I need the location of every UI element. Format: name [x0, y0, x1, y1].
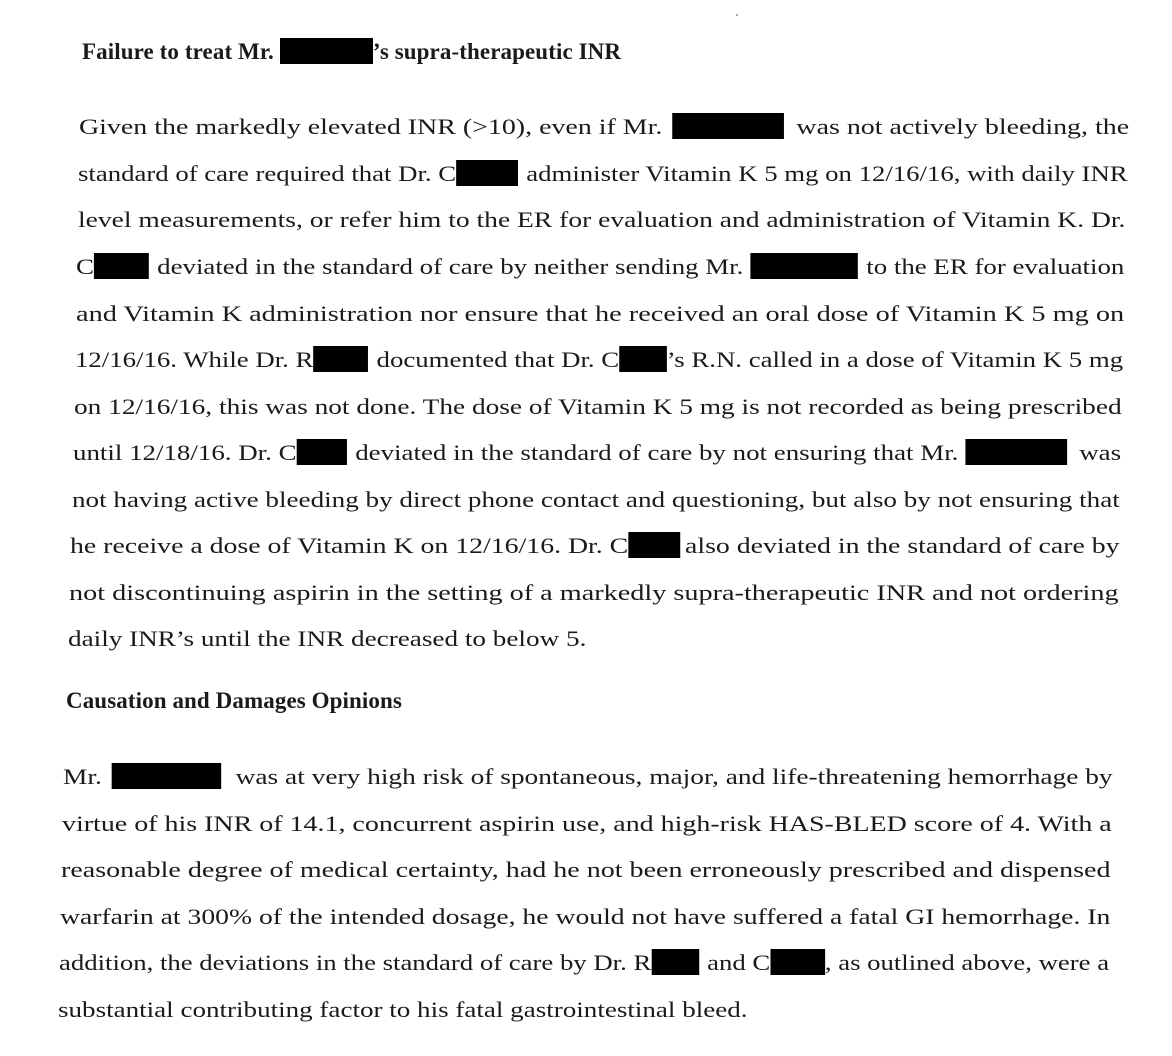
paragraph-line: [58, 995, 748, 1025]
line-text: deviated in the standard of care by neither sending Mr.: [157, 254, 744, 279]
paragraph-line: [75, 345, 1123, 375]
paragraph-line: [72, 485, 1120, 515]
heading-text-prefix: Failure to treat Mr.: [82, 39, 274, 64]
redaction-bar: [966, 439, 1068, 465]
paragraph-line: [76, 252, 1124, 282]
paragraph-line: [76, 299, 1124, 329]
line-text: level measurements, or refer him to the ER for evaluation and administration of Vitamin K. Dr.: [78, 207, 1126, 232]
line-text: until 12/18/16. Dr. C: [73, 440, 297, 465]
line-text: was not actively bleeding, the: [796, 114, 1130, 139]
line-text: was: [1079, 440, 1122, 465]
paragraph-line: [70, 531, 1120, 561]
paragraph-line: [60, 902, 1110, 932]
line-text: administer Vitamin K 5 mg on 12/16/16, with daily INR: [526, 161, 1128, 186]
line-text: Given the markedly elevated INR (>10), even if Mr.: [79, 114, 663, 139]
paragraph-line: [59, 948, 1109, 978]
section-heading-failure-to-treat: [82, 38, 621, 65]
line-text: documented that Dr. C: [376, 347, 620, 372]
redaction-bar: [456, 160, 518, 186]
line-text: deviated in the standard of care by not ensuring that Mr.: [355, 440, 959, 465]
line-text: Mr.: [63, 764, 102, 789]
paragraph-line: [79, 112, 1129, 142]
redaction-bar: [628, 532, 680, 558]
paragraph-line: [78, 159, 1128, 189]
line-text: to the ER for evaluation: [866, 254, 1125, 279]
redaction-bar: [112, 763, 222, 789]
paragraph-line: [63, 762, 1113, 792]
redaction-bar: [651, 949, 699, 975]
heading-text-suffix: ’s supra-therapeutic INR: [372, 39, 622, 64]
line-text: standard of care required that Dr. C: [78, 161, 457, 186]
line-text: , as outlined above, were a: [824, 950, 1110, 975]
paragraph-line: [69, 578, 1119, 608]
scan-speck: [736, 14, 738, 16]
line-text: addition, the deviations in the standard of care by Dr. R: [59, 950, 652, 975]
paragraph-line: [68, 624, 586, 654]
line-text: and Vitamin K administration nor ensure that he received an oral dose of Vitamin K 5 mg on: [76, 301, 1125, 326]
section-heading-causation: Causation and Damages Opinions: [66, 688, 402, 713]
paragraph-line: [61, 855, 1111, 885]
paragraph-line: [73, 438, 1121, 468]
line-text: daily INR’s until the INR decreased to below 5.: [68, 626, 587, 651]
redaction-bar: [751, 253, 858, 279]
paragraph-line: [78, 205, 1125, 235]
redaction-bar: [280, 38, 373, 64]
line-text: on 12/16/16, this was not done. The dose of Vitamin K 5 mg is not recorded as being prescribed: [74, 394, 1122, 419]
redaction-bar: [619, 346, 667, 372]
redaction-bar: [297, 439, 347, 465]
redaction-bar: [94, 253, 149, 279]
paragraph-line: [74, 392, 1122, 422]
line-text: warfarin at 300% of the intended dosage, he would not have suffered a fatal GI hemorrhage. In: [60, 904, 1111, 929]
redaction-bar: [313, 346, 368, 372]
line-text: not having active bleeding by direct phone contact and questioning, but also by not ensuring that: [72, 487, 1120, 512]
redaction-bar: [672, 113, 784, 139]
paragraph-line: [62, 809, 1112, 839]
line-text: and C: [707, 950, 771, 975]
line-text: C: [76, 254, 94, 279]
line-text: was at very high risk of spontaneous, major, and life-threatening hemorrhage by: [235, 764, 1113, 789]
line-text: virtue of his INR of 14.1, concurrent aspirin use, and high-risk HAS-BLED score of 4. With a: [62, 811, 1112, 836]
line-text: reasonable degree of medical certainty, had he not been erroneously prescribed and dispensed: [61, 857, 1111, 882]
line-text: he receive a dose of Vitamin K on 12/16/16. Dr. C: [70, 533, 629, 558]
line-text: also deviated in the standard of care by: [685, 533, 1120, 558]
line-text: ’s R.N. called in a dose of Vitamin K 5 mg: [666, 347, 1124, 372]
line-text: substantial contributing factor to his fatal gastrointestinal bleed.: [58, 997, 748, 1022]
line-text: 12/16/16. While Dr. R: [75, 347, 314, 372]
line-text: not discontinuing aspirin in the setting of a markedly supra-therapeutic INR and not ordering: [69, 580, 1119, 605]
redaction-bar: [770, 949, 825, 975]
